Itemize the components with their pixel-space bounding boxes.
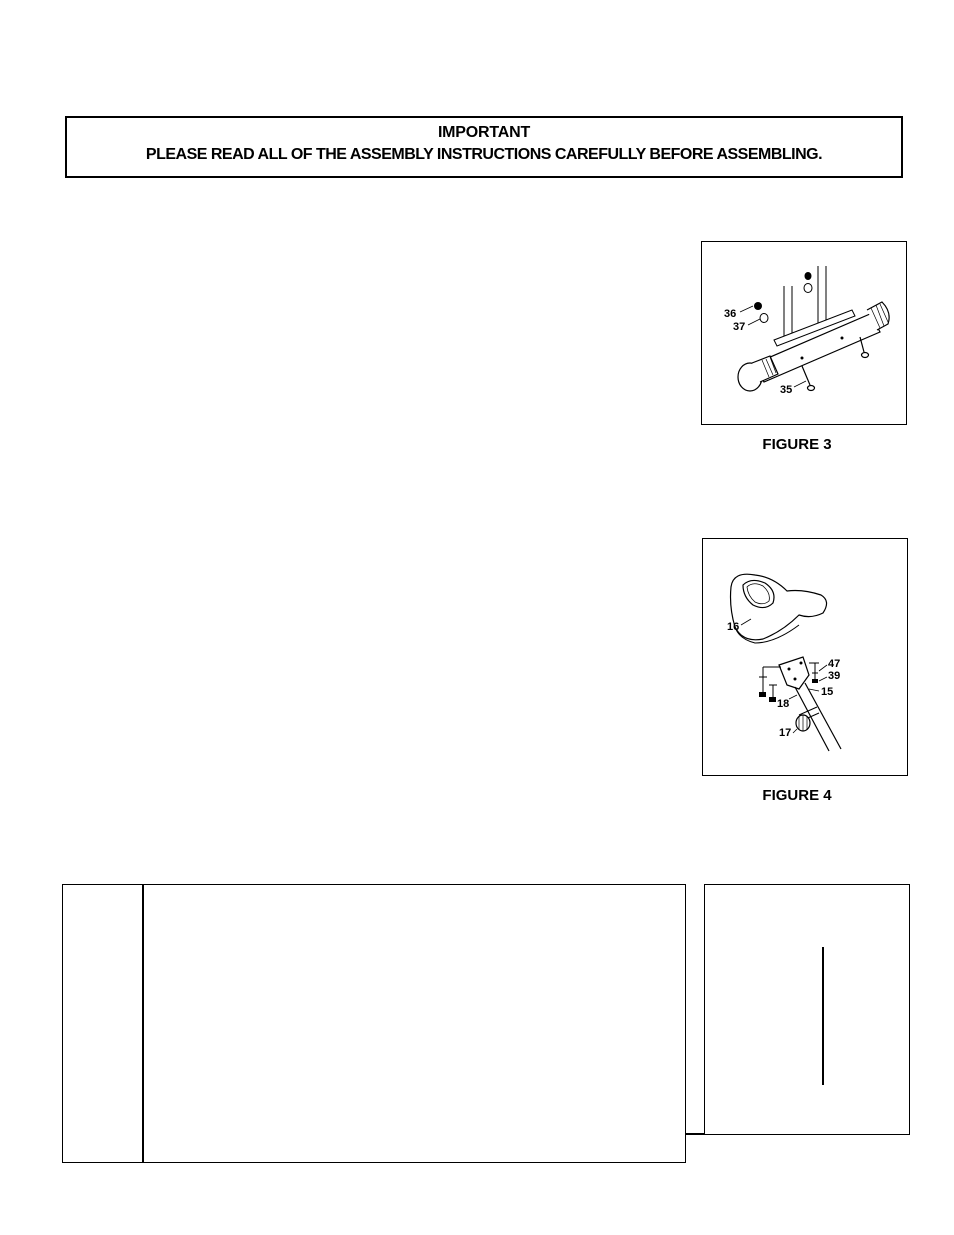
table-column-divider [142, 885, 144, 1162]
figure-3-caption: FIGURE 3 [762, 436, 832, 453]
figure-4-caption: FIGURE 4 [762, 787, 832, 804]
callout-36: 36 [724, 308, 737, 320]
callout-47: 47 [828, 658, 841, 670]
important-notice-box [65, 116, 903, 178]
figure-4-frame [702, 538, 908, 776]
figure-3-illustration [702, 242, 908, 426]
callout-16: 16 [727, 621, 740, 633]
figure-4-illustration [703, 539, 909, 777]
callout-37: 37 [733, 321, 746, 333]
table-connector-line [686, 1133, 704, 1135]
callout-35: 35 [780, 384, 793, 396]
figure-3-frame [701, 241, 907, 425]
notice-text: PLEASE READ ALL OF THE ASSEMBLY INSTRUCTIONS CAREFULLY BEFORE ASSEMBLING. [145, 146, 823, 163]
callout-17: 17 [779, 727, 792, 739]
notice-heading: IMPORTANT [437, 124, 531, 141]
callout-15: 15 [821, 686, 834, 698]
bottom-table-frame [62, 884, 686, 1163]
callout-18: 18 [777, 698, 790, 710]
side-panel-vertical-rule [822, 947, 824, 1085]
side-panel-frame [704, 884, 910, 1135]
callout-39: 39 [828, 670, 841, 682]
